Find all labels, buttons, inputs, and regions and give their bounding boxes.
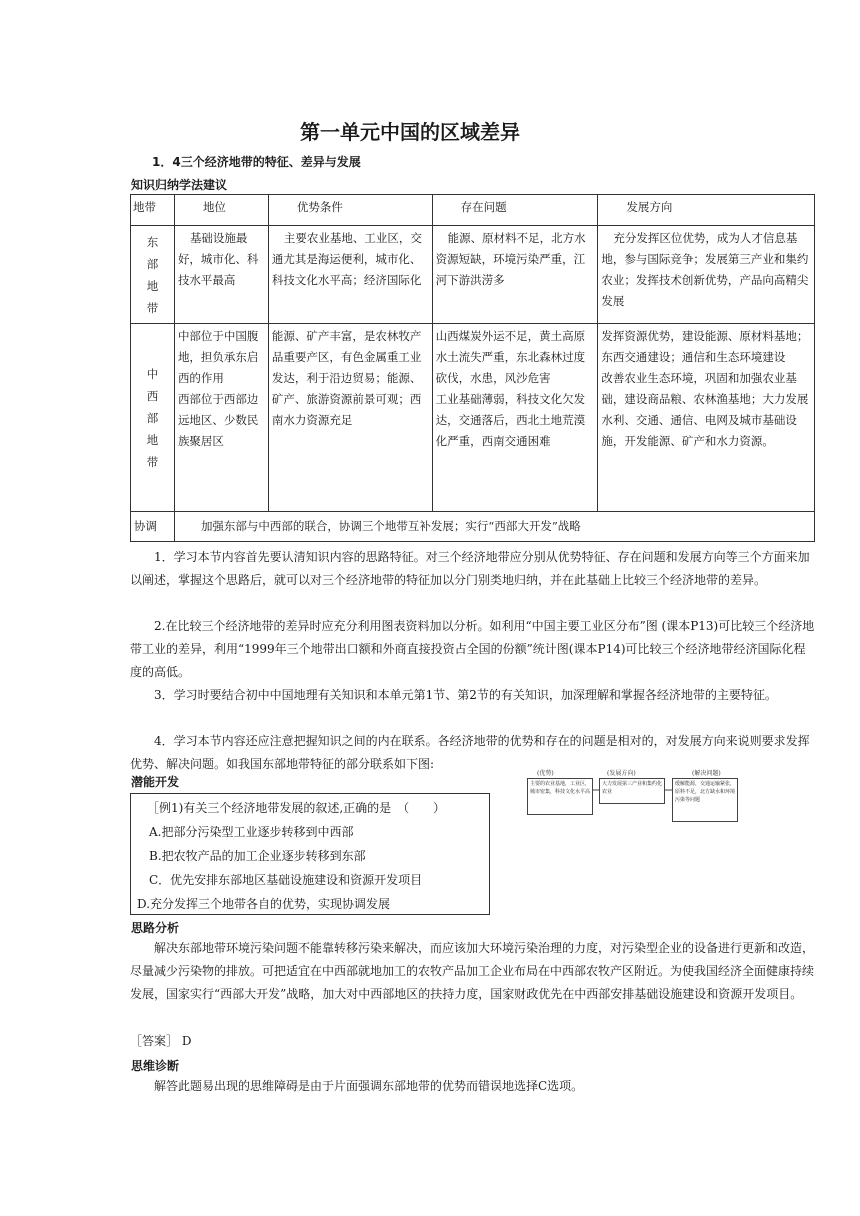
diagram-arrows <box>527 768 737 824</box>
table-row-east <box>131 226 815 324</box>
answer-text: ［答案］ D <box>130 1034 192 1048</box>
paragraph-3: 3．学习时要结合初中中国地理有关知识和本单元第1节、第2节的有关知识，加深理解和掌握各经济地带的主要特征。 <box>154 688 777 702</box>
east-direction: 充分发挥区位优势，成为人才信息基地，参与国际竞争；发展第三产业和集约农业；发挥技术创新优势，产品向高精尖发展 <box>598 226 815 324</box>
table-header-row <box>131 195 815 226</box>
example-question: ［例1)有关三个经济地带发展的叙述,正确的是 （ ） <box>147 801 446 815</box>
diagram-box-problem: 缓解能源，交通运输紧张，原料不足，北方缺水和环境污染等问题 <box>672 778 738 822</box>
heading-diagnosis: 思维诊断 <box>131 1059 180 1073</box>
option-a: A.把部分污染型工业逐步转移到中西部 <box>149 825 354 839</box>
diagram-label-advantage: (优势) <box>537 770 554 777</box>
central-west-advantages: 能源、矿产丰富，是农林牧产品重要产区，有色金属重工业发达，利于沿边贸易；能源、矿产、旅游资源前景可观；西南水力资源充足 <box>268 324 432 512</box>
diagnosis-text: 解答此题易出现的思维障碍是由于片面强调东部地带的优势而错误地选择C选项。 <box>154 1079 584 1093</box>
paragraph-1: 1．学习本节内容首先要认清知识内容的思路特征。对三个经济地带应分别从优势特征、存在问题和发展方向等三个方面来加以阐述，掌握这个思路后，就可以对三个经济地带的特征加以分门别类地归纳，并在此基础上比较三个经济地带的差异。 <box>130 550 810 587</box>
paragraph-4: 4．学习本节内容还应注意把握知识之间的内在联系。各经济地带的优势和存在的问题是相对的，对发展方向来说则要求发挥优势、解决问题。如我国东部地带特征的部分联系如下图: <box>130 734 810 771</box>
diagram-label-direction: (发展方向) <box>607 770 636 777</box>
east-position: 基础设施最好，城市化、科技水平最高 <box>174 226 268 324</box>
diagram-box-direction: 大力发展第三产业和集约化农业 <box>599 778 665 804</box>
table-row-coordination <box>131 512 815 542</box>
central-west-position: 中部位于中国腹地，担负承东启西的作用 西部位于西部边远地区、少数民族聚居区 <box>174 324 268 512</box>
page-title: 第一单元中国的区域差异 <box>300 120 520 144</box>
header-problems: 存在问题 <box>432 195 598 226</box>
option-d: D.充分发挥三个地带各自的优势，实现协调发展 <box>137 897 391 911</box>
east-advantages: 主要农业基地、工业区，交通尤其是海运便利，城市化、科技文化水平高；经济国际化 <box>268 226 432 324</box>
section-subtitle: 1．4三个经济地带的特征、差异与发展 <box>152 155 361 169</box>
heading-knowledge: 知识归纳学法建议 <box>131 178 228 192</box>
region-central-west: 中西部地带 <box>131 324 175 512</box>
header-position: 地位 <box>174 195 268 226</box>
paragraph-2: 2.在比较三个经济地带的差异时应充分利用图表资料加以分析。如利用“中国主要工业区分布”图 (课本P13)可比较三个经济地带工业的差异，利用“1999年三个地带出口额和外商直接投资占全国的份额”统计图(课本P14)可比较三个经济地带经济国际化程度的高低。 <box>130 619 815 679</box>
option-c: C．优先安排东部地区基础设施建设和资源开发项目 <box>149 873 423 887</box>
diagram-label-problem: (解决问题) <box>692 770 721 777</box>
diagram-box-advantage: 主要的农业基地，工业区，城市密集，科技文化水平高 <box>527 778 593 815</box>
central-west-problems: 山西煤炭外运不足，黄土高原水土流失严重，东北森林过度砍伐，水患，风沙危害 工业基础薄弱，科技文化欠发达，交通落后，西北土地荒漠化严重，西南交通困难 <box>432 324 598 512</box>
east-problems: 能源、原材料不足，北方水资源短缺，环境污染严重，江河下游洪涝多 <box>432 226 598 324</box>
option-b: B.把农牧产品的加工企业逐步转移到东部 <box>149 849 366 863</box>
coordination-text: 加强东部与中西部的联合，协调三个地带互补发展；实行“西部大开发”战略 <box>174 512 814 542</box>
example-question-box <box>130 793 490 915</box>
coordination-label: 协调 <box>131 512 175 542</box>
analysis-text: 解决东部地带环境污染问题不能靠转移污染来解决，而应该加大环境污染治理的力度，对污染型企业的设备进行更新和改造，尽量减少污染物的排放。可把适宜在中西部就地加工的农牧产品加工企业布局在中西部农牧产区附近。为使我国经济全面健康持续发展，国家实行“西部大开发”战略，加大对中西部地区的扶持力度，国家财政优先在中西部安排基础设施建设和资源开发项目。 <box>130 941 815 1001</box>
header-direction: 发展方向 <box>598 195 815 226</box>
header-zone: 地带 <box>131 195 175 226</box>
heading-analysis: 思路分析 <box>131 921 180 935</box>
region-east: 东部地带 <box>131 226 175 324</box>
central-west-direction: 发挥资源优势，建设能源、原材料基地；东西交通建设；通信和生态环境建设 改善农业生态环境，巩固和加强农业基础，建设商品粮、农林渔基地；大力发展水利、交通、通信、电网及城市基础设施，开发能源、矿产和水力资源。 <box>598 324 815 512</box>
header-advantages: 优势条件 <box>268 195 432 226</box>
economic-zone-table <box>130 194 815 542</box>
east-zone-diagram <box>527 768 737 824</box>
heading-potential: 潜能开发 <box>131 775 180 789</box>
table-row-central-west <box>131 324 815 512</box>
